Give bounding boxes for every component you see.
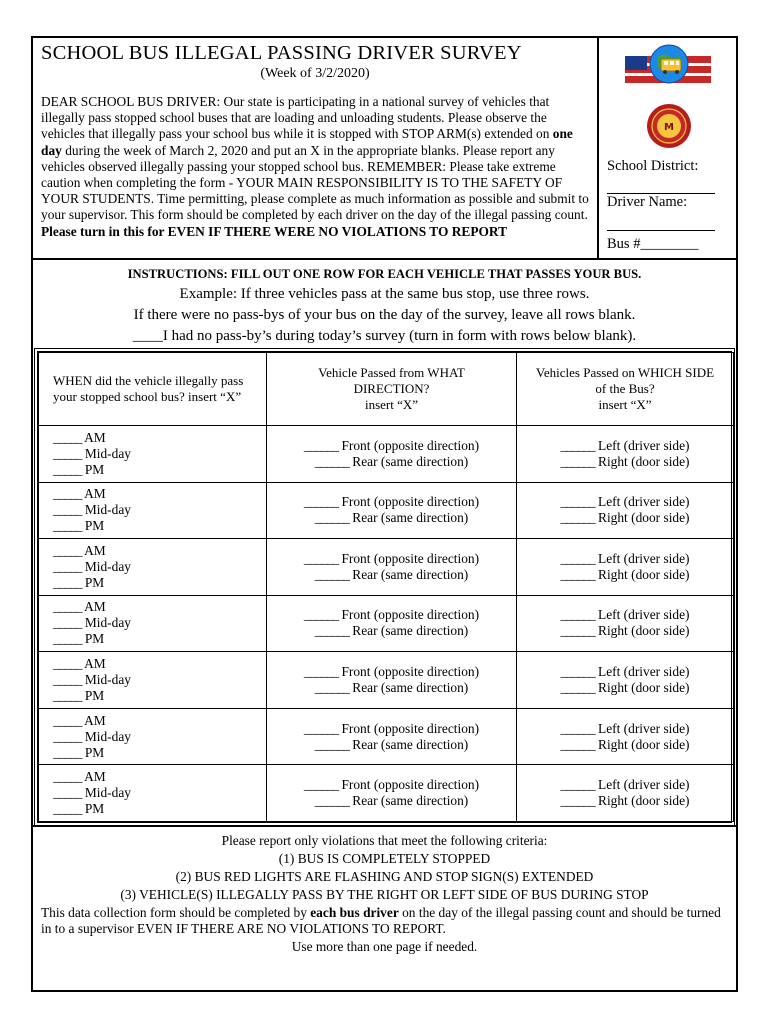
am-label: AM [84, 599, 106, 615]
header-direction [267, 353, 517, 426]
pm-blank[interactable]: _____ [53, 461, 82, 477]
left-blank[interactable]: ______ [560, 720, 595, 736]
front-blank[interactable]: ______ [303, 664, 339, 680]
right-blank[interactable]: ______ [560, 566, 595, 582]
midday-blank[interactable]: _____ [53, 445, 82, 461]
front-blank[interactable]: ______ [303, 607, 339, 623]
form-footer [33, 825, 736, 990]
right-label: Right (door side) [598, 453, 690, 469]
table-body [39, 426, 734, 822]
direction-cell [267, 539, 517, 596]
logo-area [599, 38, 736, 150]
table-row [39, 482, 734, 539]
right-blank[interactable]: ______ [560, 510, 595, 526]
left-label: Left (driver side) [598, 720, 690, 736]
right-label: Right (door side) [598, 793, 690, 809]
right-option[interactable] [517, 737, 733, 753]
right-option[interactable] [517, 793, 733, 809]
am-option[interactable] [53, 599, 266, 615]
left-label: Left (driver side) [598, 777, 690, 793]
left-label: Left (driver side) [598, 494, 690, 510]
pm-blank[interactable]: _____ [53, 744, 82, 760]
pm-label: PM [84, 461, 105, 477]
rear-blank[interactable]: ______ [314, 793, 349, 809]
left-blank[interactable]: ______ [560, 494, 595, 510]
am-label: AM [84, 429, 106, 445]
right-option[interactable] [517, 623, 733, 639]
right-option[interactable] [517, 510, 733, 526]
left-blank[interactable]: ______ [560, 777, 595, 793]
front-option[interactable] [267, 777, 516, 793]
pm-label: PM [84, 688, 105, 704]
rear-blank[interactable]: ______ [314, 566, 349, 582]
side-cell [517, 595, 734, 652]
midday-option[interactable] [53, 502, 266, 518]
left-blank[interactable]: ______ [560, 607, 595, 623]
rear-blank[interactable]: ______ [314, 680, 349, 696]
header-side-line3: insert “X” [598, 397, 652, 412]
driver-name-label: Driver Name: [607, 194, 688, 210]
midday-option[interactable] [53, 446, 266, 462]
rear-option[interactable] [267, 737, 516, 753]
left-label: Left (driver side) [598, 664, 690, 680]
rear-blank[interactable]: ______ [314, 453, 349, 469]
pm-blank[interactable]: _____ [53, 801, 82, 817]
front-blank[interactable]: ______ [303, 437, 339, 453]
right-blank[interactable]: ______ [560, 680, 595, 696]
rear-label: Rear (same direction) [352, 510, 469, 526]
header-when: WHEN did the vehicle illegally pass your stopped school bus? insert “X” [39, 353, 267, 426]
right-label: Right (door side) [598, 623, 690, 639]
midday-blank[interactable]: _____ [53, 728, 82, 744]
right-blank[interactable]: ______ [560, 736, 595, 752]
header-right [597, 38, 736, 258]
form-header [33, 38, 736, 260]
midday-option[interactable] [53, 729, 266, 745]
table-row [39, 708, 734, 765]
front-option[interactable] [267, 494, 516, 510]
pm-blank[interactable]: _____ [53, 631, 82, 647]
rear-blank[interactable]: ______ [314, 510, 349, 526]
direction-cell [267, 708, 517, 765]
am-blank[interactable]: _____ [53, 542, 82, 558]
criterion-1: (1) BUS IS COMPLETELY STOPPED [278, 851, 491, 866]
time-cell [39, 652, 267, 709]
right-label: Right (door side) [598, 736, 690, 752]
left-blank[interactable]: ______ [560, 550, 595, 566]
pm-option[interactable] [53, 575, 266, 591]
pm-option[interactable] [53, 518, 266, 534]
direction-cell [267, 652, 517, 709]
left-label: Left (driver side) [598, 550, 690, 566]
right-label: Right (door side) [598, 566, 690, 582]
rear-option[interactable] [267, 510, 516, 526]
left-option[interactable] [517, 607, 733, 623]
instructions-no-passbys: If there were no pass-bys of your bus on the day of the survey, leave all rows blank. [133, 307, 636, 323]
right-option[interactable] [517, 680, 733, 696]
time-cell [39, 482, 267, 539]
criterion-3: (3) VEHICLE(S) ILLEGALLY PASS BY THE RIGHT OR LEFT SIDE OF BUS DURING STOP [120, 887, 649, 902]
instructions [33, 260, 736, 350]
pm-blank[interactable]: _____ [53, 574, 82, 590]
midday-option[interactable] [53, 785, 266, 801]
letter-bold-turn-in: Please turn in this for EVEN IF THERE WERE NO VIOLATIONS TO REPORT [41, 223, 508, 239]
front-blank[interactable]: ______ [303, 550, 339, 566]
left-blank[interactable]: ______ [560, 437, 595, 453]
rear-option[interactable] [267, 793, 516, 809]
front-blank[interactable]: ______ [303, 720, 339, 736]
side-cell [517, 708, 734, 765]
midday-blank[interactable]: _____ [53, 615, 82, 631]
direction-cell [267, 426, 517, 483]
front-label: Front (opposite direction) [341, 494, 480, 510]
am-option[interactable] [53, 713, 266, 729]
pm-label: PM [84, 801, 105, 817]
front-option[interactable] [267, 551, 516, 567]
instructions-heading: INSTRUCTIONS: FILL OUT ONE ROW FOR EACH VEHICLE THAT PASSES YOUR BUS. [127, 267, 642, 281]
midday-label: Mid-day [84, 502, 131, 518]
public-schools-seal-logo-icon [647, 104, 691, 148]
time-cell [39, 426, 267, 483]
rear-label: Rear (same direction) [352, 793, 469, 809]
header-left [33, 38, 597, 258]
right-option[interactable] [517, 454, 733, 470]
right-blank[interactable]: ______ [560, 623, 595, 639]
am-option[interactable] [53, 430, 266, 446]
rear-label: Rear (same direction) [352, 736, 469, 752]
midday-option[interactable] [53, 559, 266, 575]
midday-blank[interactable]: _____ [53, 672, 82, 688]
violations-table [38, 352, 734, 822]
form-subtitle: (Week of 3/2/2020) [260, 66, 370, 81]
midday-label: Mid-day [84, 785, 131, 801]
am-option[interactable] [53, 656, 266, 672]
midday-label: Mid-day [84, 558, 131, 574]
survey-form [31, 36, 738, 992]
rear-label: Rear (same direction) [352, 566, 469, 582]
midday-label: Mid-day [84, 615, 131, 631]
violations-table-wrap [37, 351, 732, 823]
am-label: AM [84, 542, 106, 558]
front-option[interactable] [267, 721, 516, 737]
table-header-row [39, 353, 734, 426]
side-cell [517, 652, 734, 709]
time-cell [39, 539, 267, 596]
rear-label: Rear (same direction) [352, 680, 469, 696]
rear-label: Rear (same direction) [352, 453, 469, 469]
form-title: SCHOOL BUS ILLEGAL PASSING DRIVER SURVEY [41, 42, 522, 64]
am-label: AM [84, 712, 106, 728]
submission-note-2: on the day of the illegal passing count and should be turned in to a supervisor EVEN IF THERE ARE NO VIOLATIONS TO REPORT. [41, 905, 721, 937]
am-label: AM [84, 769, 106, 785]
time-cell [39, 595, 267, 652]
side-cell [517, 765, 734, 822]
rear-option[interactable] [267, 623, 516, 639]
pm-option[interactable] [53, 462, 266, 478]
rear-blank[interactable]: ______ [314, 736, 349, 752]
letter-bold-one-day: one day [41, 126, 573, 158]
table-row [39, 652, 734, 709]
rear-option[interactable] [267, 454, 516, 470]
am-blank[interactable]: _____ [53, 486, 82, 502]
pm-option[interactable] [53, 631, 266, 647]
header-side-line2: of the Bus? [595, 381, 655, 396]
left-option[interactable] [517, 494, 733, 510]
pm-label: PM [84, 574, 105, 590]
criterion-2: (2) BUS RED LIGHTS ARE FLASHING AND STOP SIGN(S) EXTENDED [175, 869, 594, 884]
header-direction-line1: Vehicle Passed from WHAT [318, 365, 465, 380]
midday-option[interactable] [53, 672, 266, 688]
right-blank[interactable]: ______ [560, 793, 595, 809]
direction-cell [267, 765, 517, 822]
table-row [39, 426, 734, 483]
pm-option[interactable] [53, 801, 266, 817]
driver-name-field[interactable] [607, 230, 715, 231]
left-option[interactable] [517, 551, 733, 567]
header-side [517, 353, 734, 426]
midday-option[interactable] [53, 615, 266, 631]
left-label: Left (driver side) [598, 437, 690, 453]
more-pages-note: Use more than one page if needed. [291, 939, 478, 954]
left-blank[interactable]: ______ [560, 664, 595, 680]
submission-note [41, 905, 731, 937]
direction-cell [267, 595, 517, 652]
letter-text-2: during the week of March 2, 2020 and put an X in the appropriate blanks. Please report any vehicles observed illegally passing your stopped school bus. REMEMBER: Please take extreme caution when completing the form - YOUR MAIN RESPONSIBILITY IS TO THE SAFETY OF YOUR STUDENTS. Time permitting, please complete as much information as possible and submit to your supervisor. This form should be completed by each driver on the day of the illegal passing count. [41, 142, 589, 223]
front-label: Front (opposite direction) [341, 607, 480, 623]
header-direction-line2: DIRECTION? [353, 381, 430, 396]
left-option[interactable] [517, 438, 733, 454]
front-option[interactable] [267, 664, 516, 680]
letter-text-1: DEAR SCHOOL BUS DRIVER: Our state is participating in a national survey of vehicles that illegally pass stopped school buses that are loading and unloading students. Please observe the vehicles that illegally pass your school bus while it is stopped with STOP ARM(s) extended on [41, 94, 553, 142]
midday-blank[interactable]: _____ [53, 558, 82, 574]
time-cell [39, 708, 267, 765]
am-label: AM [84, 656, 106, 672]
table-row [39, 595, 734, 652]
rear-option[interactable] [267, 567, 516, 583]
front-label: Front (opposite direction) [341, 664, 480, 680]
side-cell [517, 426, 734, 483]
table-row [39, 539, 734, 596]
front-label: Front (opposite direction) [341, 720, 480, 736]
instructions-example: Example: If three vehicles pass at the same bus stop, use three rows. [179, 286, 590, 302]
rear-label: Rear (same direction) [352, 623, 469, 639]
am-blank[interactable]: _____ [53, 769, 82, 785]
bus-number-field[interactable]: Bus #________ [607, 236, 699, 252]
front-label: Front (opposite direction) [341, 437, 480, 453]
midday-blank[interactable]: _____ [53, 785, 82, 801]
header-direction-line3: insert “X” [364, 397, 419, 412]
time-cell [39, 765, 267, 822]
right-option[interactable] [517, 567, 733, 583]
pm-blank[interactable]: _____ [53, 518, 82, 534]
table-row [39, 765, 734, 822]
am-label: AM [84, 486, 106, 502]
submission-note-1: This data collection form should be completed by [41, 905, 311, 920]
front-blank[interactable]: ______ [303, 494, 339, 510]
right-label: Right (door side) [598, 510, 690, 526]
front-option[interactable] [267, 607, 516, 623]
side-cell [517, 482, 734, 539]
right-blank[interactable]: ______ [560, 453, 595, 469]
pm-blank[interactable]: _____ [53, 688, 82, 704]
school-bus-logo-icon [625, 45, 711, 83]
midday-label: Mid-day [84, 445, 131, 461]
no-passby-checkbox-line[interactable]: ____I had no pass-by’s during today’s survey (turn in form with rows below blank). [132, 328, 637, 344]
pm-label: PM [84, 744, 105, 760]
midday-blank[interactable]: _____ [53, 502, 82, 518]
pm-option[interactable] [53, 688, 266, 704]
am-blank[interactable]: _____ [53, 656, 82, 672]
am-option[interactable] [53, 486, 266, 502]
front-label: Front (opposite direction) [341, 777, 480, 793]
front-label: Front (opposite direction) [341, 550, 480, 566]
submission-note-bold: each bus driver [310, 905, 399, 920]
left-option[interactable] [517, 664, 733, 680]
svg-text:M: M [664, 122, 674, 133]
criteria-intro: Please report only violations that meet the following criteria: [221, 833, 548, 848]
right-label: Right (door side) [598, 680, 690, 696]
am-blank[interactable]: _____ [53, 712, 82, 728]
am-option[interactable] [53, 543, 266, 559]
am-option[interactable] [53, 769, 266, 785]
pm-label: PM [84, 518, 105, 534]
direction-cell [267, 482, 517, 539]
header-side-line1: Vehicles Passed on WHICH SIDE [535, 365, 715, 380]
left-option[interactable] [517, 777, 733, 793]
pm-option[interactable] [53, 745, 266, 761]
side-cell [517, 539, 734, 596]
rear-option[interactable] [267, 680, 516, 696]
rear-blank[interactable]: ______ [314, 623, 349, 639]
am-blank[interactable]: _____ [53, 429, 82, 445]
midday-label: Mid-day [84, 728, 131, 744]
front-option[interactable] [267, 438, 516, 454]
left-label: Left (driver side) [598, 607, 690, 623]
front-blank[interactable]: ______ [303, 777, 339, 793]
am-blank[interactable]: _____ [53, 599, 82, 615]
driver-letter [41, 94, 589, 240]
pm-label: PM [84, 631, 105, 647]
left-option[interactable] [517, 721, 733, 737]
midday-label: Mid-day [84, 672, 131, 688]
school-district-label: School District: [607, 158, 699, 174]
